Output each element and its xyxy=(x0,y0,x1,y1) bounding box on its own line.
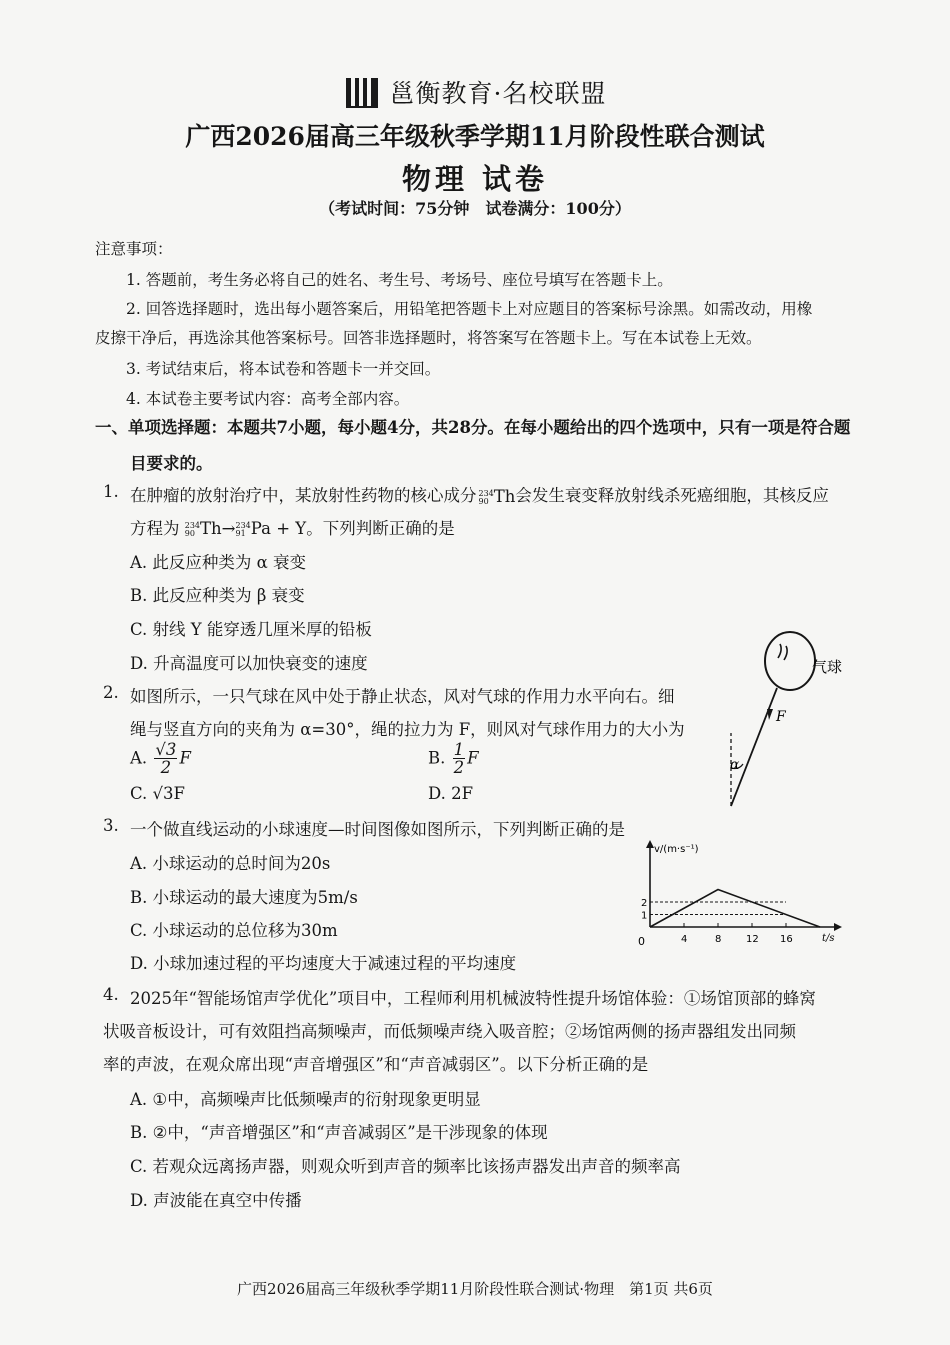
y-axis-arrow-icon xyxy=(646,840,654,848)
q1-option-d: D. 升高温度可以加快衰变的速度 xyxy=(130,654,368,673)
q1-number: 1. xyxy=(103,482,119,501)
balloon-highlight xyxy=(778,644,787,660)
x-axis-arrow-icon xyxy=(834,923,842,931)
q1-option-c: C. 射线 Y 能穿透几厘米厚的铅板 xyxy=(130,620,372,639)
q4-option-d: D. 声波能在真空中传播 xyxy=(130,1191,302,1210)
note-4: 4. 本试卷主要考试内容：高考全部内容。 xyxy=(126,390,410,408)
note-3: 3. 考试结束后，将本试卷和答题卡一并交回。 xyxy=(126,360,441,378)
q2-option-a: A. $\frac{√3}{2}$ F xyxy=(130,740,191,778)
x-tick-label-8: 8 xyxy=(715,934,722,945)
q1-option-a: A. 此反应种类为 α 衰变 xyxy=(130,553,307,572)
x-tick-label-16: 16 xyxy=(780,934,793,945)
q1-stem-line1: 在肿瘤的放射治疗中，某放射性药物的核心成分 234 90 Th会发生衰变释放射线杀死癌细胞，其核反应 xyxy=(130,486,829,506)
q4-number: 4. xyxy=(103,985,119,1004)
q4-stem-line3: 率的声波，在观众席出现“声音增强区”和“声音减弱区”。以下分析正确的是 xyxy=(103,1055,649,1074)
q4-stem-line2: 状吸音板设计，可有效阻挡高频噪声，而低频噪声绕入吸音腔；②场馆两侧的扬声器组发出同频 xyxy=(103,1022,796,1041)
y-axis-label: v/(m·s⁻¹) xyxy=(654,844,699,855)
origin-label: 0 xyxy=(638,935,645,948)
velocity-line xyxy=(650,890,820,928)
note-2b: 皮擦干净后，再选涂其他答案标号。回答非选择题时，将答案写在答题卡上。写在本试卷上无效。 xyxy=(95,329,762,347)
q2-number: 2. xyxy=(103,683,119,702)
exam-title: 广西2026届高三年级秋季学期11月阶段性联合测试 xyxy=(185,122,765,151)
q3-stem: 一个做直线运动的小球速度—时间图像如图所示，下列判断正确的是 xyxy=(130,820,625,839)
books-logo-icon xyxy=(344,74,380,110)
angle-label: α xyxy=(730,757,740,773)
y-tick-label-2: 2 xyxy=(641,898,648,909)
q4-option-b: B. ②中，“声音增强区”和“声音减弱区”是干涉现象的体现 xyxy=(130,1123,548,1142)
q2-option-d: D. 2F xyxy=(428,784,474,803)
header-logo xyxy=(0,74,950,110)
balloon-shape xyxy=(765,632,815,690)
q3-option-c: C. 小球运动的总位移为30m xyxy=(130,921,338,940)
section1-line2: 目要求的。 xyxy=(130,454,213,473)
force-arrow-icon xyxy=(767,709,773,720)
notes-heading: 注意事项： xyxy=(95,240,173,258)
q4-option-a: A. ①中，高频噪声比低频噪声的衍射现象更明显 xyxy=(130,1090,481,1109)
y-tick-label-1: 1 xyxy=(641,910,648,922)
thorium-nuclide: 234 90 Th xyxy=(478,487,516,506)
x-tick-label-4: 4 xyxy=(681,934,688,945)
section1-line1: 一、单项选择题：本题共7小题，每小题4分，共28分。在每小题给出的四个选项中，只有一项是符合题 xyxy=(95,418,851,437)
q3-option-b: B. 小球运动的最大速度为5m/s xyxy=(130,888,358,907)
note-1: 1. 答题前，考生务必将自己的姓名、考生号、考场号、座位号填写在答题卡上。 xyxy=(126,271,673,289)
exam-info: （考试时间：75分钟 试卷满分：100分） xyxy=(319,199,631,218)
velocity-time-chart xyxy=(630,838,850,956)
x-tick-label-12: 12 xyxy=(746,934,759,945)
page-footer: 广西2026届高三年级秋季学期11月阶段性联合测试·物理 第1页 共6页 xyxy=(237,1280,713,1298)
subject-title: 物理 试卷 xyxy=(401,162,549,196)
q2-stem-line2: 绳与竖直方向的夹角为 α=30°，绳的拉力为 F，则风对气球作用力的大小为 xyxy=(130,720,685,739)
q2-option-c: C. √3F xyxy=(130,784,185,803)
balloon-label: 气球 xyxy=(812,658,843,676)
q3-option-a: A. 小球运动的总时间为20s xyxy=(130,854,331,873)
q4-option-c: C. 若观众远离扬声器，则观众听到声音的频率比该扬声器发出声音的频率高 xyxy=(130,1157,681,1176)
x-axis-label: t/s xyxy=(822,933,835,944)
q2-stem-line1: 如图所示，一只气球在风中处于静止状态，风对气球的作用力水平向右。细 xyxy=(130,687,675,706)
balloon-figure xyxy=(720,628,870,813)
brand-text: 邕衡教育·名校联盟 xyxy=(389,79,607,108)
force-label: F xyxy=(776,709,786,725)
q3-number: 3. xyxy=(103,816,119,835)
string-line xyxy=(731,688,777,806)
q1-stem-line2: 方程为 234 90 Th→ 234 91 Pa + Y。下列判断正确的是 xyxy=(130,519,455,538)
note-2a: 2. 回答选择题时，选出每小题答案后，用铅笔把答题卡上对应题目的答案标号涂黑。如需改动，用橡 xyxy=(126,300,813,318)
q4-stem-line1: 2025年“智能场馆声学优化”项目中，工程师利用机械波特性提升场馆体验：①场馆顶部的蜂窝 xyxy=(130,989,816,1008)
q1-option-b: B. 此反应种类为 β 衰变 xyxy=(130,586,305,605)
q2-option-b: B. $\frac{1}{2}$ F xyxy=(428,740,479,778)
q3-option-d: D. 小球加速过程的平均速度大于减速过程的平均速度 xyxy=(130,954,517,973)
